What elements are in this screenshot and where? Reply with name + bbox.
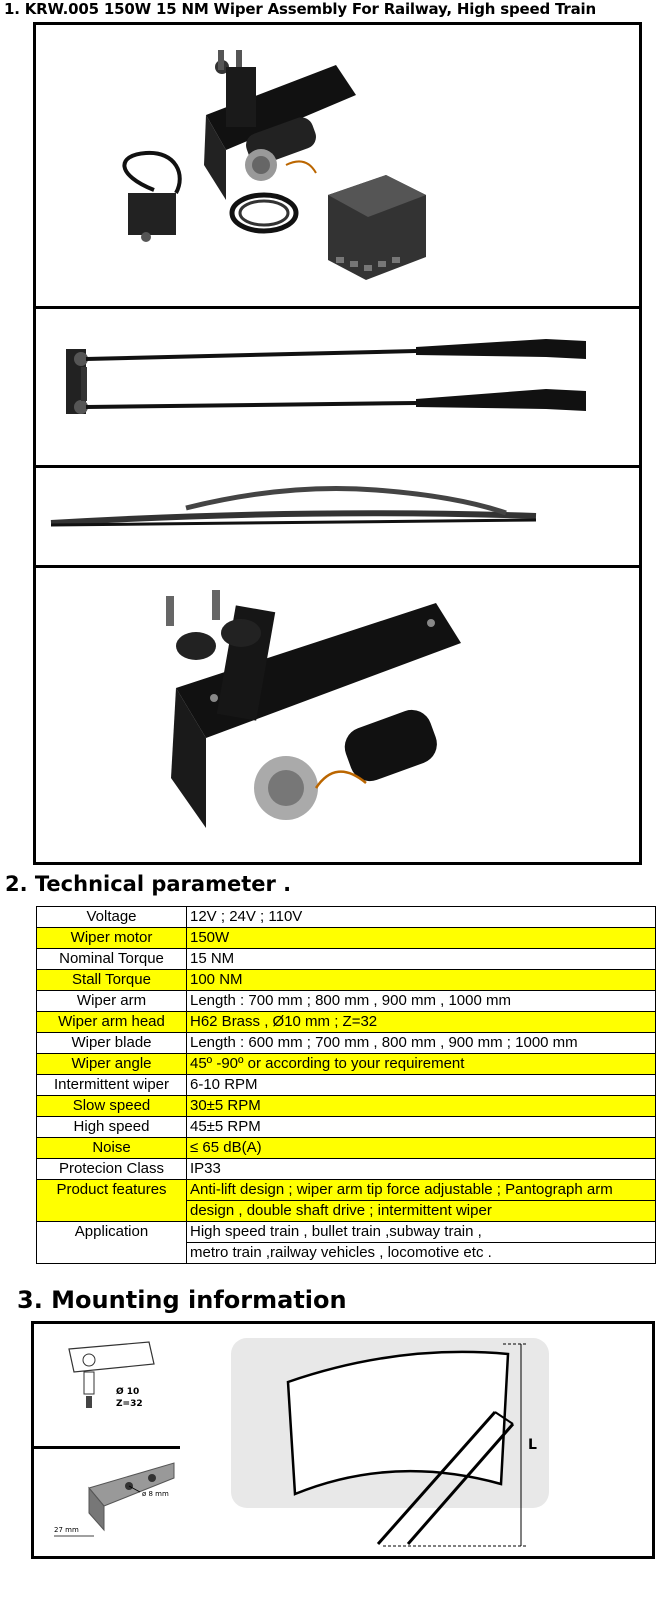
table-row — [37, 991, 656, 1012]
spec-label: Wiper arm head — [37, 1012, 187, 1033]
spec-value: design , double shaft drive ; intermittent wiper — [187, 1201, 656, 1222]
spec-label: Slow speed — [37, 1096, 187, 1117]
bracket-dist-label: 27 mm — [54, 1526, 79, 1534]
length-label: L — [528, 1437, 537, 1453]
spec-value: Length : 600 mm ; 700 mm , 800 mm , 900 mm ; 1000 mm — [187, 1033, 656, 1054]
spec-value: 30±5 RPM — [187, 1096, 656, 1117]
section2-title: 2. Technical parameter . — [5, 872, 292, 896]
table-row — [37, 949, 656, 970]
mounting-diagram — [31, 1321, 655, 1559]
table-row — [37, 970, 656, 991]
spec-value: High speed train , bullet train ,subway train , — [187, 1222, 656, 1243]
table-row — [37, 1159, 656, 1180]
table-row — [37, 1117, 656, 1138]
spec-value: 45º -90º or according to your requirement — [187, 1054, 656, 1075]
spec-label: Voltage — [37, 907, 187, 928]
spec-value: metro train ,railway vehicles , locomotive etc . — [187, 1243, 656, 1264]
spec-label: High speed — [37, 1117, 187, 1138]
spec-label: Application — [37, 1222, 187, 1264]
spec-value: 12V ; 24V ; 110V — [187, 907, 656, 928]
section1-title: 1. KRW.005 150W 15 NM Wiper Assembly For Railway, High speed Train — [4, 0, 596, 18]
spec-label: Protecion Class — [37, 1159, 187, 1180]
spec-label: Stall Torque — [37, 970, 187, 991]
spec-value: 15 NM — [187, 949, 656, 970]
windshield-drawing — [183, 1324, 652, 1556]
spec-value: H62 Brass , Ø10 mm ; Z=32 — [187, 1012, 656, 1033]
table-row — [37, 1075, 656, 1096]
spec-label: Product features — [37, 1180, 187, 1222]
table-row — [37, 1222, 656, 1243]
bracket-drawing — [34, 1448, 180, 1556]
section3-title: 3. Mounting information — [17, 1286, 347, 1314]
spec-value: 45±5 RPM — [187, 1117, 656, 1138]
arm-head-drawing — [34, 1324, 180, 1449]
spec-value: Length : 700 mm ; 800 mm , 900 mm , 1000 mm — [187, 991, 656, 1012]
table-row — [37, 1096, 656, 1117]
table-row — [37, 1012, 656, 1033]
spec-label: Nominal Torque — [37, 949, 187, 970]
product-kit-image — [33, 22, 642, 309]
spec-label: Intermittent wiper — [37, 1075, 187, 1096]
hole-dia-label: ø 8 mm — [142, 1490, 169, 1498]
spec-value: Anti-lift design ; wiper arm tip force adjustable ; Pantograph arm — [187, 1180, 656, 1201]
spec-label: Noise — [37, 1138, 187, 1159]
spec-label: Wiper blade — [37, 1033, 187, 1054]
table-row — [37, 1033, 656, 1054]
table-row — [37, 1180, 656, 1201]
table-row — [37, 1054, 656, 1075]
table-row — [37, 907, 656, 928]
spec-value: ≤ 65 dB(A) — [187, 1138, 656, 1159]
spec-label: Wiper arm — [37, 991, 187, 1012]
spec-value: 100 NM — [187, 970, 656, 991]
spec-value: IP33 — [187, 1159, 656, 1180]
table-row — [37, 1138, 656, 1159]
head-z-label: Z=32 — [116, 1399, 143, 1409]
wiper-motor-image — [33, 565, 642, 865]
spec-table — [36, 906, 656, 1264]
spec-label: Wiper angle — [37, 1054, 187, 1075]
wiper-arms-image — [33, 306, 642, 468]
head-dia-label: Ø 10 — [116, 1387, 140, 1397]
spec-label: Wiper motor — [37, 928, 187, 949]
spec-value: 150W — [187, 928, 656, 949]
table-row — [37, 928, 656, 949]
spec-value: 6-10 RPM — [187, 1075, 656, 1096]
wiper-blade-image — [33, 465, 642, 568]
